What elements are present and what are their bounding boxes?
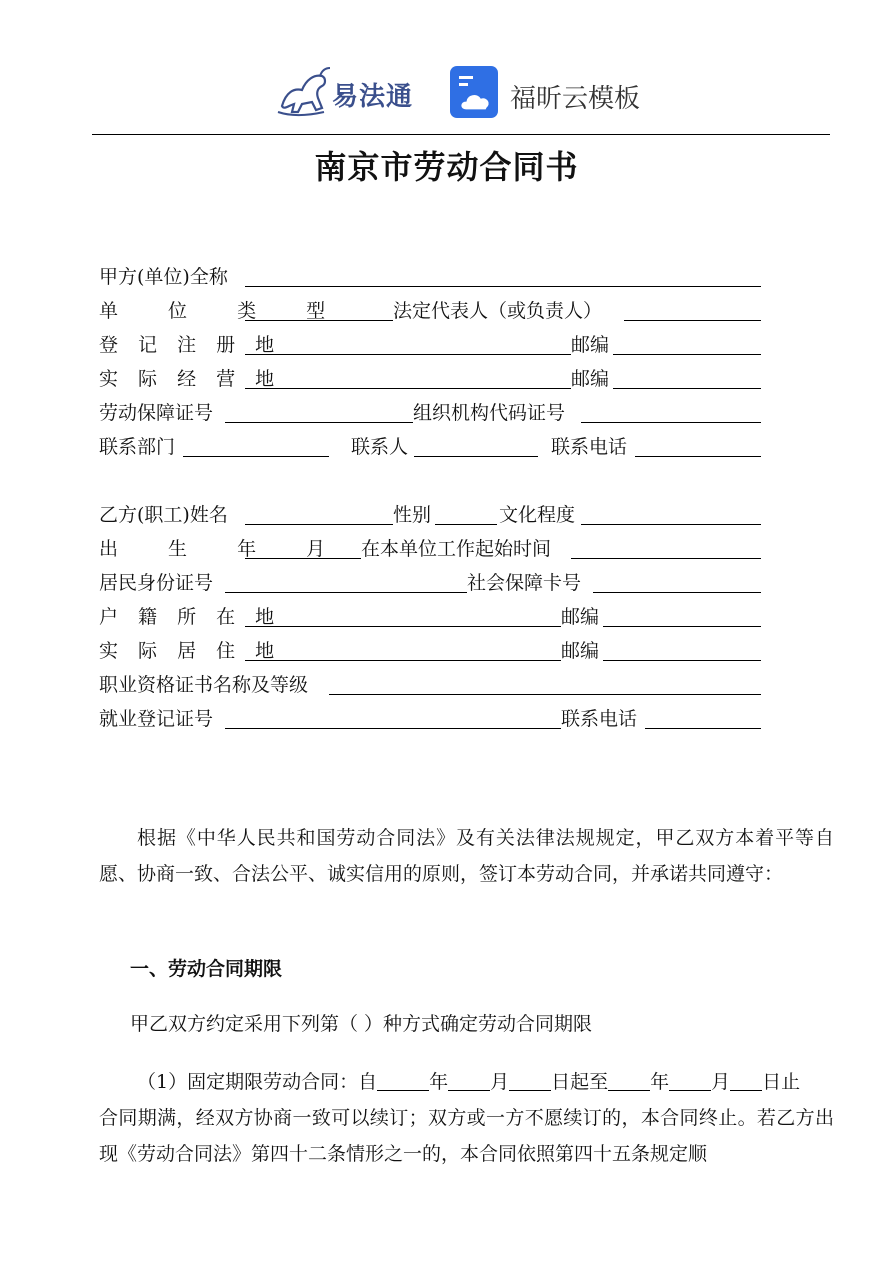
blank-gender[interactable] <box>435 500 497 525</box>
blank-start-day[interactable] <box>509 1068 551 1091</box>
section-heading-term: 一、劳动合同期限 <box>130 958 283 980</box>
xiezhi-icon <box>276 62 334 120</box>
label-postcode-a2: 邮编 <box>571 368 610 390</box>
row-id-card <box>99 568 761 598</box>
blank-reg-place[interactable] <box>245 330 571 355</box>
label-id-card: 居民身份证号 <box>99 572 214 594</box>
label-hukou: 户 籍 所 在 地 <box>99 606 282 628</box>
blank-start-month[interactable] <box>448 1068 490 1091</box>
blank-postcode-a2[interactable] <box>613 364 761 389</box>
blank-employment-reg[interactable] <box>225 704 561 729</box>
blank-hukou[interactable] <box>245 602 561 627</box>
blank-postcode-b2[interactable] <box>603 636 761 661</box>
label-postcode-b2: 邮编 <box>561 640 600 662</box>
row-party-b-name <box>99 500 761 530</box>
cloud-template-icon <box>450 66 498 118</box>
label-start-time: 在本单位工作起始时间 <box>361 538 552 560</box>
label-qualification: 职业资格证书名称及等级 <box>99 674 309 696</box>
label-labor-cert: 劳动保障证号 <box>99 402 214 424</box>
blank-end-month[interactable] <box>669 1068 711 1091</box>
fixed-term-first-line <box>99 1064 834 1100</box>
fuxin-text: 福昕云模板 <box>510 84 641 114</box>
blank-end-day[interactable] <box>730 1068 762 1091</box>
header-logos <box>0 58 893 122</box>
label-employment-reg: 就业登记证号 <box>99 708 214 730</box>
page-title: 南京市劳动合同书 <box>314 148 579 186</box>
label-party-a-name: 甲方(单位)全称 <box>99 266 228 288</box>
term-choice-text: 甲乙双方约定采用下列第（ ）种方式确定劳动合同期限 <box>130 1013 593 1035</box>
label-postcode-b1: 邮编 <box>561 606 600 628</box>
fuxin-logo <box>450 66 650 118</box>
fixed-term-clause <box>99 1064 834 1172</box>
fixed-term-rest: 合同期满，经双方协商一致可以续订；双方或一方不愿续订的，本合同终止。若乙方出现《劳动合同法》第四十二条情形之一的，本合同依照第四十五条规定顺 <box>99 1107 834 1165</box>
label-social-card: 社会保障卡号 <box>467 572 582 594</box>
label-party-b-name: 乙方(职工)姓名 <box>99 504 228 526</box>
header-divider <box>92 134 830 135</box>
blank-party-b-name[interactable] <box>245 500 393 525</box>
row-birth <box>99 534 761 564</box>
blank-social-card[interactable] <box>593 568 761 593</box>
label-org-code: 组织机构代码证号 <box>413 402 566 424</box>
label-contact-phone-b: 联系电话 <box>561 708 638 730</box>
blank-org-code[interactable] <box>581 398 761 423</box>
blank-contact-phone-a[interactable] <box>635 432 761 457</box>
blank-unit-type[interactable] <box>245 296 393 321</box>
blank-postcode-a1[interactable] <box>613 330 761 355</box>
blank-id-card[interactable] <box>225 568 467 593</box>
blank-start-year[interactable] <box>377 1068 429 1091</box>
label-reg-place: 登 记 注 册 地 <box>99 334 282 356</box>
blank-legal-rep[interactable] <box>624 296 761 321</box>
row-labor-cert <box>99 398 761 428</box>
label-legal-rep: 法定代表人（或负责人） <box>393 300 603 322</box>
blank-contact-phone-b[interactable] <box>645 704 761 729</box>
label-education: 文化程度 <box>499 504 576 526</box>
row-employment-reg <box>99 704 761 734</box>
blank-education[interactable] <box>581 500 761 525</box>
label-year-1: 年 <box>429 1071 449 1093</box>
label-gender: 性别 <box>393 504 432 526</box>
row-reg-place <box>99 330 761 360</box>
label-contact-phone-a: 联系电话 <box>551 436 628 458</box>
row-hukou <box>99 602 761 632</box>
row-actual-place <box>99 364 761 394</box>
label-birth: 出 生 年 月 <box>99 538 348 560</box>
blank-qualification[interactable] <box>329 670 761 695</box>
row-residence <box>99 636 761 666</box>
row-unit-type <box>99 296 761 326</box>
row-contact <box>99 432 761 462</box>
blank-party-a-name[interactable] <box>245 262 761 287</box>
label-day-from: 日起至 <box>551 1071 609 1093</box>
label-day-to: 日止 <box>762 1071 801 1093</box>
blank-contact-dept[interactable] <box>183 432 329 457</box>
blank-birth[interactable] <box>245 534 361 559</box>
intro-paragraph: 根据《中华人民共和国劳动合同法》及有关法律法规规定，甲乙双方本着平等自愿、协商一致、合法公平、诚实信用的原则，签订本劳动合同，并承诺共同遵守： <box>99 827 834 885</box>
yifatong-logo <box>276 62 426 120</box>
label-unit-type: 单 位 类 型 <box>99 300 348 322</box>
blank-postcode-b1[interactable] <box>603 602 761 627</box>
row-qualification <box>99 670 761 700</box>
label-month-1: 月 <box>490 1071 510 1093</box>
blank-labor-cert[interactable] <box>225 398 413 423</box>
label-actual-place: 实 际 经 营 地 <box>99 368 282 390</box>
blank-start-time[interactable] <box>571 534 761 559</box>
blank-contact-person[interactable] <box>414 432 538 457</box>
blank-actual-place[interactable] <box>245 364 571 389</box>
fixed-term-prefix: （1）固定期限劳动合同：自 <box>137 1071 378 1093</box>
label-residence: 实 际 居 住 地 <box>99 640 282 662</box>
label-month-2: 月 <box>711 1071 731 1093</box>
label-year-2: 年 <box>650 1071 670 1093</box>
label-postcode-a1: 邮编 <box>571 334 610 356</box>
label-contact-dept: 联系部门 <box>99 436 176 458</box>
blank-end-year[interactable] <box>608 1068 650 1091</box>
label-contact-person: 联系人 <box>351 436 409 458</box>
yifatong-text: 易法通 <box>332 82 414 112</box>
blank-residence[interactable] <box>245 636 561 661</box>
row-party-a-name <box>99 262 761 292</box>
